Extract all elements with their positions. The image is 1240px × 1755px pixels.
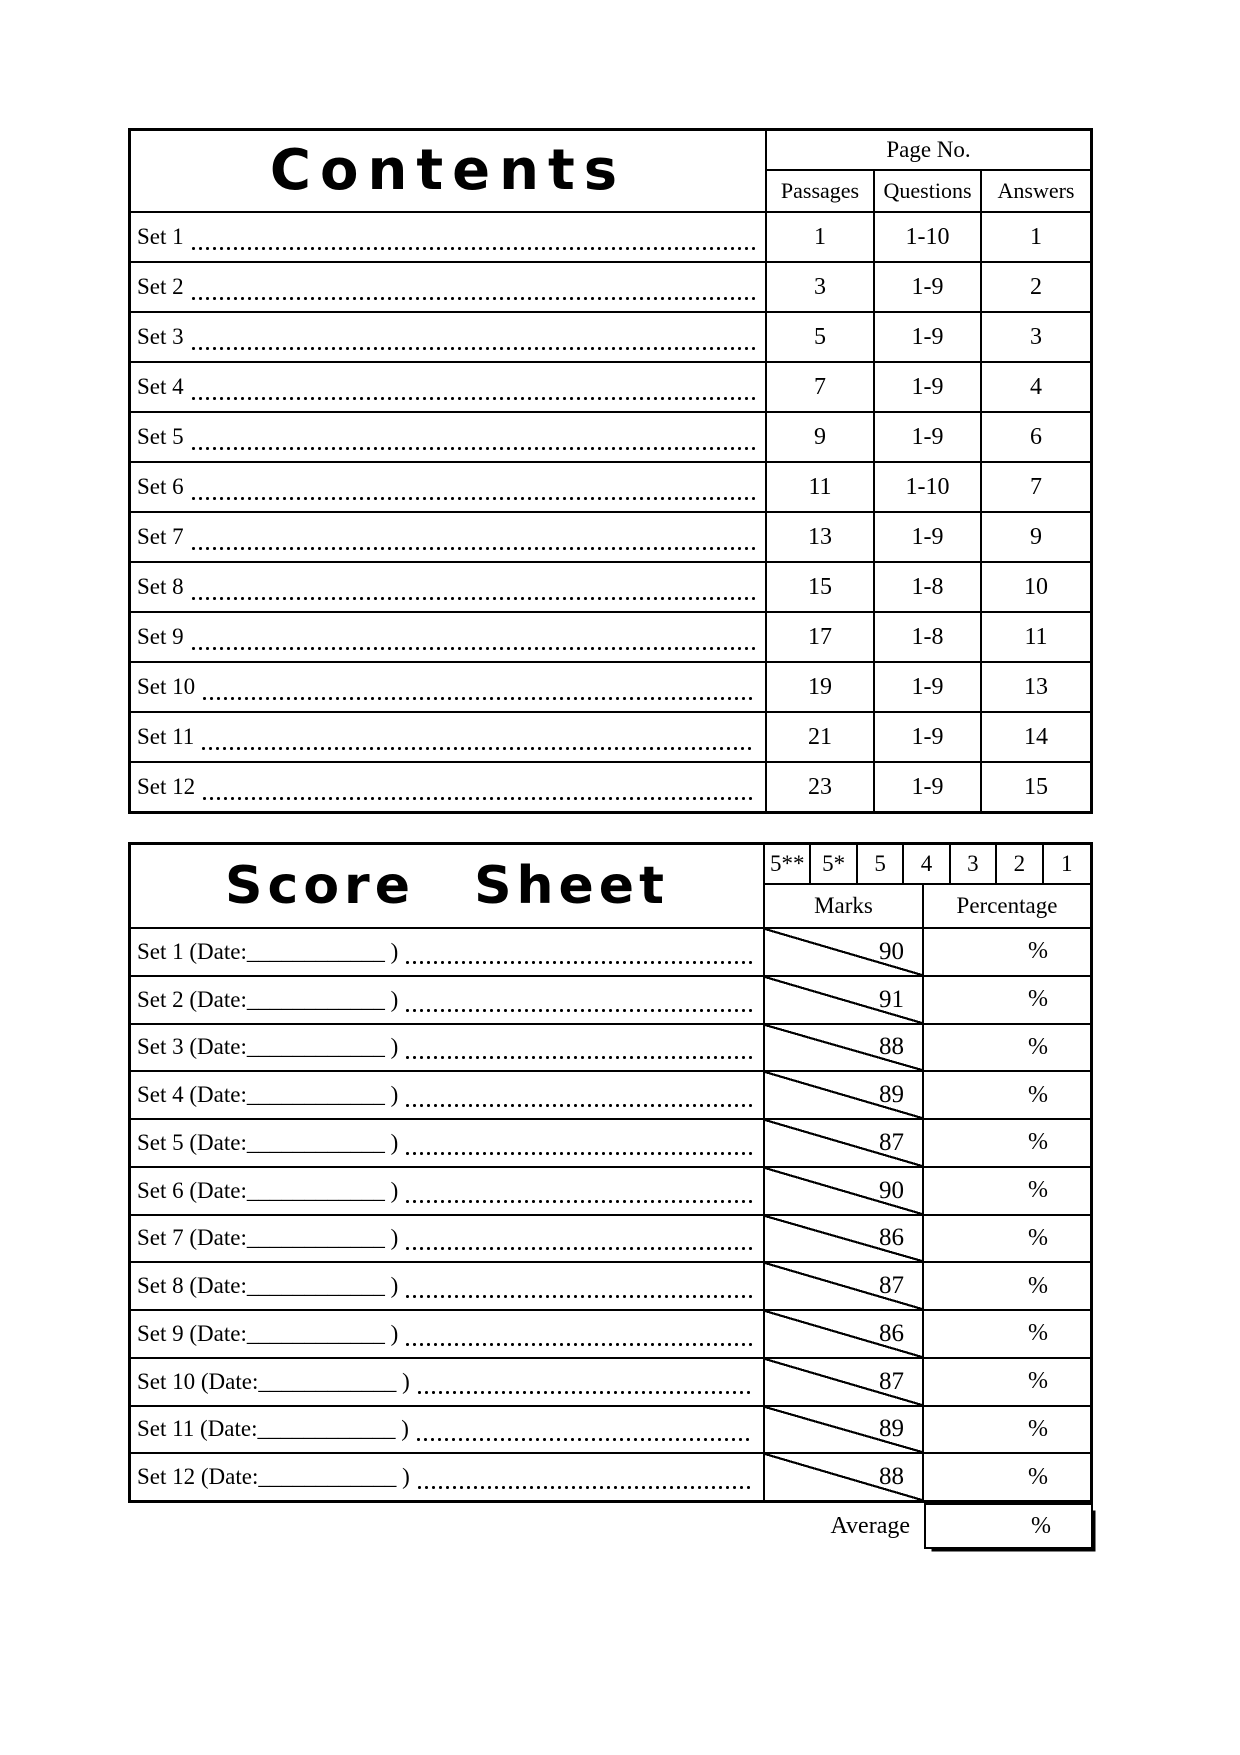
- score-row: [131, 1405, 1090, 1453]
- set-label-cell: [131, 513, 767, 561]
- percent-symbol: %: [1028, 1463, 1048, 1490]
- table-row: [131, 711, 1090, 761]
- dotted-leader: [405, 1151, 753, 1156]
- set-label-cell: [131, 463, 767, 511]
- questions-value: 1-10: [875, 463, 982, 511]
- marks-value: 89: [879, 1081, 904, 1109]
- table-row: [131, 661, 1090, 711]
- set-label: Set 4: [137, 374, 184, 399]
- set-label-cell: [131, 713, 767, 761]
- percentage-cell: [924, 929, 1090, 975]
- percent-symbol: %: [1028, 1081, 1048, 1108]
- set-label: Set 3: [137, 324, 184, 349]
- answers-value: 3: [1030, 323, 1042, 350]
- score-set-label-cell: [131, 977, 765, 1023]
- dotted-leader: [417, 1390, 753, 1395]
- set-label: Set 6: [137, 474, 184, 499]
- percentage-header: Percentage: [956, 893, 1058, 918]
- percentage-cell: [924, 1263, 1090, 1309]
- dotted-leader: [405, 1103, 753, 1108]
- grade-cell: 4: [904, 845, 950, 883]
- marks-cell: [765, 1311, 924, 1357]
- marks-cell: [765, 1072, 924, 1118]
- score-set-label-cell: [131, 1359, 765, 1405]
- score-set-label: Set 6 (Date:____________ ): [137, 1177, 399, 1203]
- marks-cell: [765, 1263, 924, 1309]
- questions-value: 1-10: [875, 213, 982, 261]
- questions-value: 1-9: [875, 513, 982, 561]
- score-set-label: Set 12 (Date:____________ ): [137, 1464, 410, 1490]
- score-row: [131, 1452, 1090, 1500]
- table-row: [131, 511, 1090, 561]
- marks-value: 87: [879, 1128, 904, 1156]
- set-label: Set 1: [137, 224, 184, 249]
- marks-header: Marks: [765, 885, 924, 927]
- score-row: [131, 1261, 1090, 1309]
- score-set-label: Set 10 (Date:____________ ): [137, 1368, 410, 1394]
- percent-symbol: %: [1028, 1177, 1048, 1204]
- percentage-cell: [924, 1072, 1090, 1118]
- percentage-cell: [924, 1311, 1090, 1357]
- table-row: [131, 261, 1090, 311]
- grade-cell: 5*: [811, 845, 857, 883]
- score-sheet-header-right: [765, 845, 1090, 927]
- percentage-cell: [924, 1216, 1090, 1262]
- dotted-leader: [191, 596, 755, 601]
- passages-value: 17: [767, 613, 875, 661]
- percent-symbol: %: [1028, 1272, 1048, 1299]
- percentage-cell: [924, 977, 1090, 1023]
- questions-value: 1-8: [875, 613, 982, 661]
- table-row: [131, 611, 1090, 661]
- dotted-leader: [405, 1294, 753, 1299]
- dotted-leader: [405, 960, 753, 965]
- questions-value: 1-9: [875, 713, 982, 761]
- answers-value: 4: [1030, 373, 1042, 400]
- percent-symbol: %: [1028, 1129, 1048, 1156]
- set-label: Set 5: [137, 424, 184, 449]
- answers-value: 7: [1030, 473, 1042, 500]
- book-contents-page: [128, 128, 1093, 1549]
- marks-cell: [765, 1025, 924, 1071]
- percent-symbol: %: [1028, 1415, 1048, 1442]
- set-label-cell: [131, 763, 767, 811]
- score-set-label: Set 1 (Date:____________ ): [137, 938, 399, 964]
- percentage-cell: [924, 1025, 1090, 1071]
- score-row: [131, 1166, 1090, 1214]
- set-label-cell: [131, 213, 767, 261]
- marks-cell: [765, 1407, 924, 1453]
- set-label: Set 2: [137, 274, 184, 299]
- contents-rows: [131, 211, 1090, 811]
- score-set-label-cell: [131, 1072, 765, 1118]
- contents-title-cell: [131, 131, 767, 211]
- dotted-leader: [202, 796, 755, 801]
- marks-value: 86: [879, 1224, 904, 1252]
- table-row: [131, 311, 1090, 361]
- marks-cell: [765, 1359, 924, 1405]
- score-row: [131, 975, 1090, 1023]
- passages-value: 13: [767, 513, 875, 561]
- score-row: [131, 1023, 1090, 1071]
- dotted-leader: [201, 746, 755, 751]
- page-no-header: Page No.: [767, 131, 1090, 171]
- set-label: Set 8: [137, 574, 184, 599]
- set-label: Set 10: [137, 674, 196, 699]
- grade-cell: 2: [997, 845, 1043, 883]
- marks-percentage-headers: [765, 885, 1090, 927]
- answers-value: 10: [1024, 573, 1048, 600]
- score-set-label-cell: [131, 1168, 765, 1214]
- score-sheet-title: Score Sheet: [225, 856, 669, 916]
- column-header-questions: Questions: [875, 171, 982, 211]
- score-set-label: Set 4 (Date:____________ ): [137, 1082, 399, 1108]
- set-label: Set 12: [137, 774, 196, 799]
- score-set-label-cell: [131, 1216, 765, 1262]
- score-row: [131, 1118, 1090, 1166]
- score-set-label: Set 9 (Date:____________ ): [137, 1320, 399, 1346]
- marks-value: 86: [879, 1319, 904, 1347]
- average-percent-symbol: %: [1031, 1512, 1051, 1539]
- dotted-leader: [191, 396, 755, 401]
- passages-value: 5: [767, 313, 875, 361]
- score-set-label-cell: [131, 929, 765, 975]
- percent-symbol: %: [1028, 1224, 1048, 1251]
- passages-value: 23: [767, 763, 875, 811]
- dotted-leader: [191, 546, 755, 551]
- percentage-cell: [924, 1359, 1090, 1405]
- set-label-cell: [131, 313, 767, 361]
- table-row: [131, 411, 1090, 461]
- passages-value: 9: [767, 413, 875, 461]
- dotted-leader: [417, 1485, 753, 1490]
- marks-cell: [765, 977, 924, 1023]
- answers-value: 15: [1024, 773, 1048, 800]
- average-percentage-box: [924, 1503, 1093, 1549]
- percent-symbol: %: [1028, 1033, 1048, 1060]
- marks-cell: [765, 1168, 924, 1214]
- score-row: [131, 1309, 1090, 1357]
- marks-value: 87: [879, 1272, 904, 1300]
- dotted-leader: [202, 696, 755, 701]
- table-row: [131, 211, 1090, 261]
- marks-value: 91: [879, 985, 904, 1013]
- marks-cell: [765, 929, 924, 975]
- passages-value: 7: [767, 363, 875, 411]
- grade-cell: 5: [858, 845, 904, 883]
- answers-value: 13: [1024, 673, 1048, 700]
- grade-cell: 1: [1061, 851, 1073, 876]
- dotted-leader: [191, 496, 755, 501]
- answers-value: 9: [1030, 523, 1042, 550]
- questions-value: 1-9: [875, 313, 982, 361]
- dotted-leader: [416, 1437, 753, 1442]
- contents-table: [128, 128, 1093, 814]
- score-set-label-cell: [131, 1025, 765, 1071]
- set-label: Set 7: [137, 524, 184, 549]
- set-label-cell: [131, 363, 767, 411]
- set-label-cell: [131, 663, 767, 711]
- passages-value: 19: [767, 663, 875, 711]
- score-row: [131, 1214, 1090, 1262]
- score-row: [131, 1357, 1090, 1405]
- dotted-leader: [405, 1199, 753, 1204]
- dotted-leader: [405, 1342, 753, 1347]
- score-set-label: Set 11 (Date:____________ ): [137, 1416, 409, 1442]
- score-row: [131, 927, 1090, 975]
- dotted-leader: [405, 1008, 753, 1013]
- marks-value: 89: [879, 1415, 904, 1443]
- page-no-header-group: [767, 131, 1090, 211]
- column-header-passages: Passages: [767, 171, 875, 211]
- grade-scale-row: [765, 845, 1090, 885]
- score-sheet-rows: [131, 927, 1090, 1500]
- passages-value: 11: [767, 463, 875, 511]
- marks-value: 87: [879, 1367, 904, 1395]
- percentage-cell: [924, 1407, 1090, 1453]
- table-row: [131, 561, 1090, 611]
- dotted-leader: [191, 346, 755, 351]
- score-set-label-cell: [131, 1263, 765, 1309]
- score-row: [131, 1070, 1090, 1118]
- passages-value: 21: [767, 713, 875, 761]
- dotted-leader: [191, 646, 755, 651]
- grade-cell: 3: [951, 845, 997, 883]
- answers-value: 6: [1030, 423, 1042, 450]
- dotted-leader: [191, 296, 755, 301]
- score-set-label-cell: [131, 1311, 765, 1357]
- set-label-cell: [131, 413, 767, 461]
- passages-value: 1: [767, 213, 875, 261]
- set-label-cell: [131, 263, 767, 311]
- score-set-label: Set 7 (Date:____________ ): [137, 1225, 399, 1251]
- percent-symbol: %: [1028, 1368, 1048, 1395]
- score-sheet-title-cell: [131, 845, 765, 927]
- marks-value: 90: [879, 937, 904, 965]
- score-set-label: Set 2 (Date:____________ ): [137, 986, 399, 1012]
- dotted-leader: [405, 1246, 753, 1251]
- passages-value: 15: [767, 563, 875, 611]
- marks-cell: [765, 1120, 924, 1166]
- answers-value: 14: [1024, 723, 1048, 750]
- grade-cell: 5**: [765, 845, 811, 883]
- questions-value: 1-9: [875, 263, 982, 311]
- marks-value: 88: [879, 1463, 904, 1491]
- questions-value: 1-9: [875, 763, 982, 811]
- percent-symbol: %: [1028, 986, 1048, 1013]
- score-set-label-cell: [131, 1120, 765, 1166]
- percentage-cell: [924, 1120, 1090, 1166]
- marks-value: 88: [879, 1033, 904, 1061]
- score-set-label-cell: [131, 1454, 765, 1500]
- column-header-answers: Answers: [997, 178, 1075, 203]
- table-row: [131, 761, 1090, 811]
- set-label: Set 9: [137, 624, 184, 649]
- contents-header: [131, 131, 1090, 211]
- table-row: [131, 361, 1090, 411]
- dotted-leader: [405, 1055, 753, 1060]
- contents-title: Contents: [269, 138, 627, 203]
- score-set-label: Set 3 (Date:____________ ): [137, 1034, 399, 1060]
- score-sheet-table: [128, 842, 1093, 1503]
- dotted-leader: [191, 246, 755, 251]
- score-set-label: Set 8 (Date:____________ ): [137, 1273, 399, 1299]
- answers-value: 11: [1024, 623, 1048, 650]
- questions-value: 1-9: [875, 663, 982, 711]
- average-label: Average: [830, 1512, 910, 1539]
- marks-cell: [765, 1216, 924, 1262]
- questions-value: 1-9: [875, 413, 982, 461]
- score-set-label-cell: [131, 1407, 765, 1453]
- percentage-cell: [924, 1454, 1090, 1500]
- set-label-cell: [131, 563, 767, 611]
- answers-value: 2: [1030, 273, 1042, 300]
- marks-cell: [765, 1454, 924, 1500]
- set-label-cell: [131, 613, 767, 661]
- dotted-leader: [191, 446, 755, 451]
- answers-value: 1: [1030, 223, 1042, 250]
- percent-symbol: %: [1028, 1320, 1048, 1347]
- table-row: [131, 461, 1090, 511]
- percentage-cell: [924, 1168, 1090, 1214]
- average-row: [128, 1503, 1093, 1549]
- passages-value: 3: [767, 263, 875, 311]
- questions-value: 1-9: [875, 363, 982, 411]
- score-set-label: Set 5 (Date:____________ ): [137, 1129, 399, 1155]
- percent-symbol: %: [1028, 938, 1048, 965]
- set-label: Set 11: [137, 724, 195, 749]
- score-sheet-header: [131, 845, 1090, 927]
- marks-value: 90: [879, 1176, 904, 1204]
- contents-column-headers: [767, 171, 1090, 211]
- questions-value: 1-8: [875, 563, 982, 611]
